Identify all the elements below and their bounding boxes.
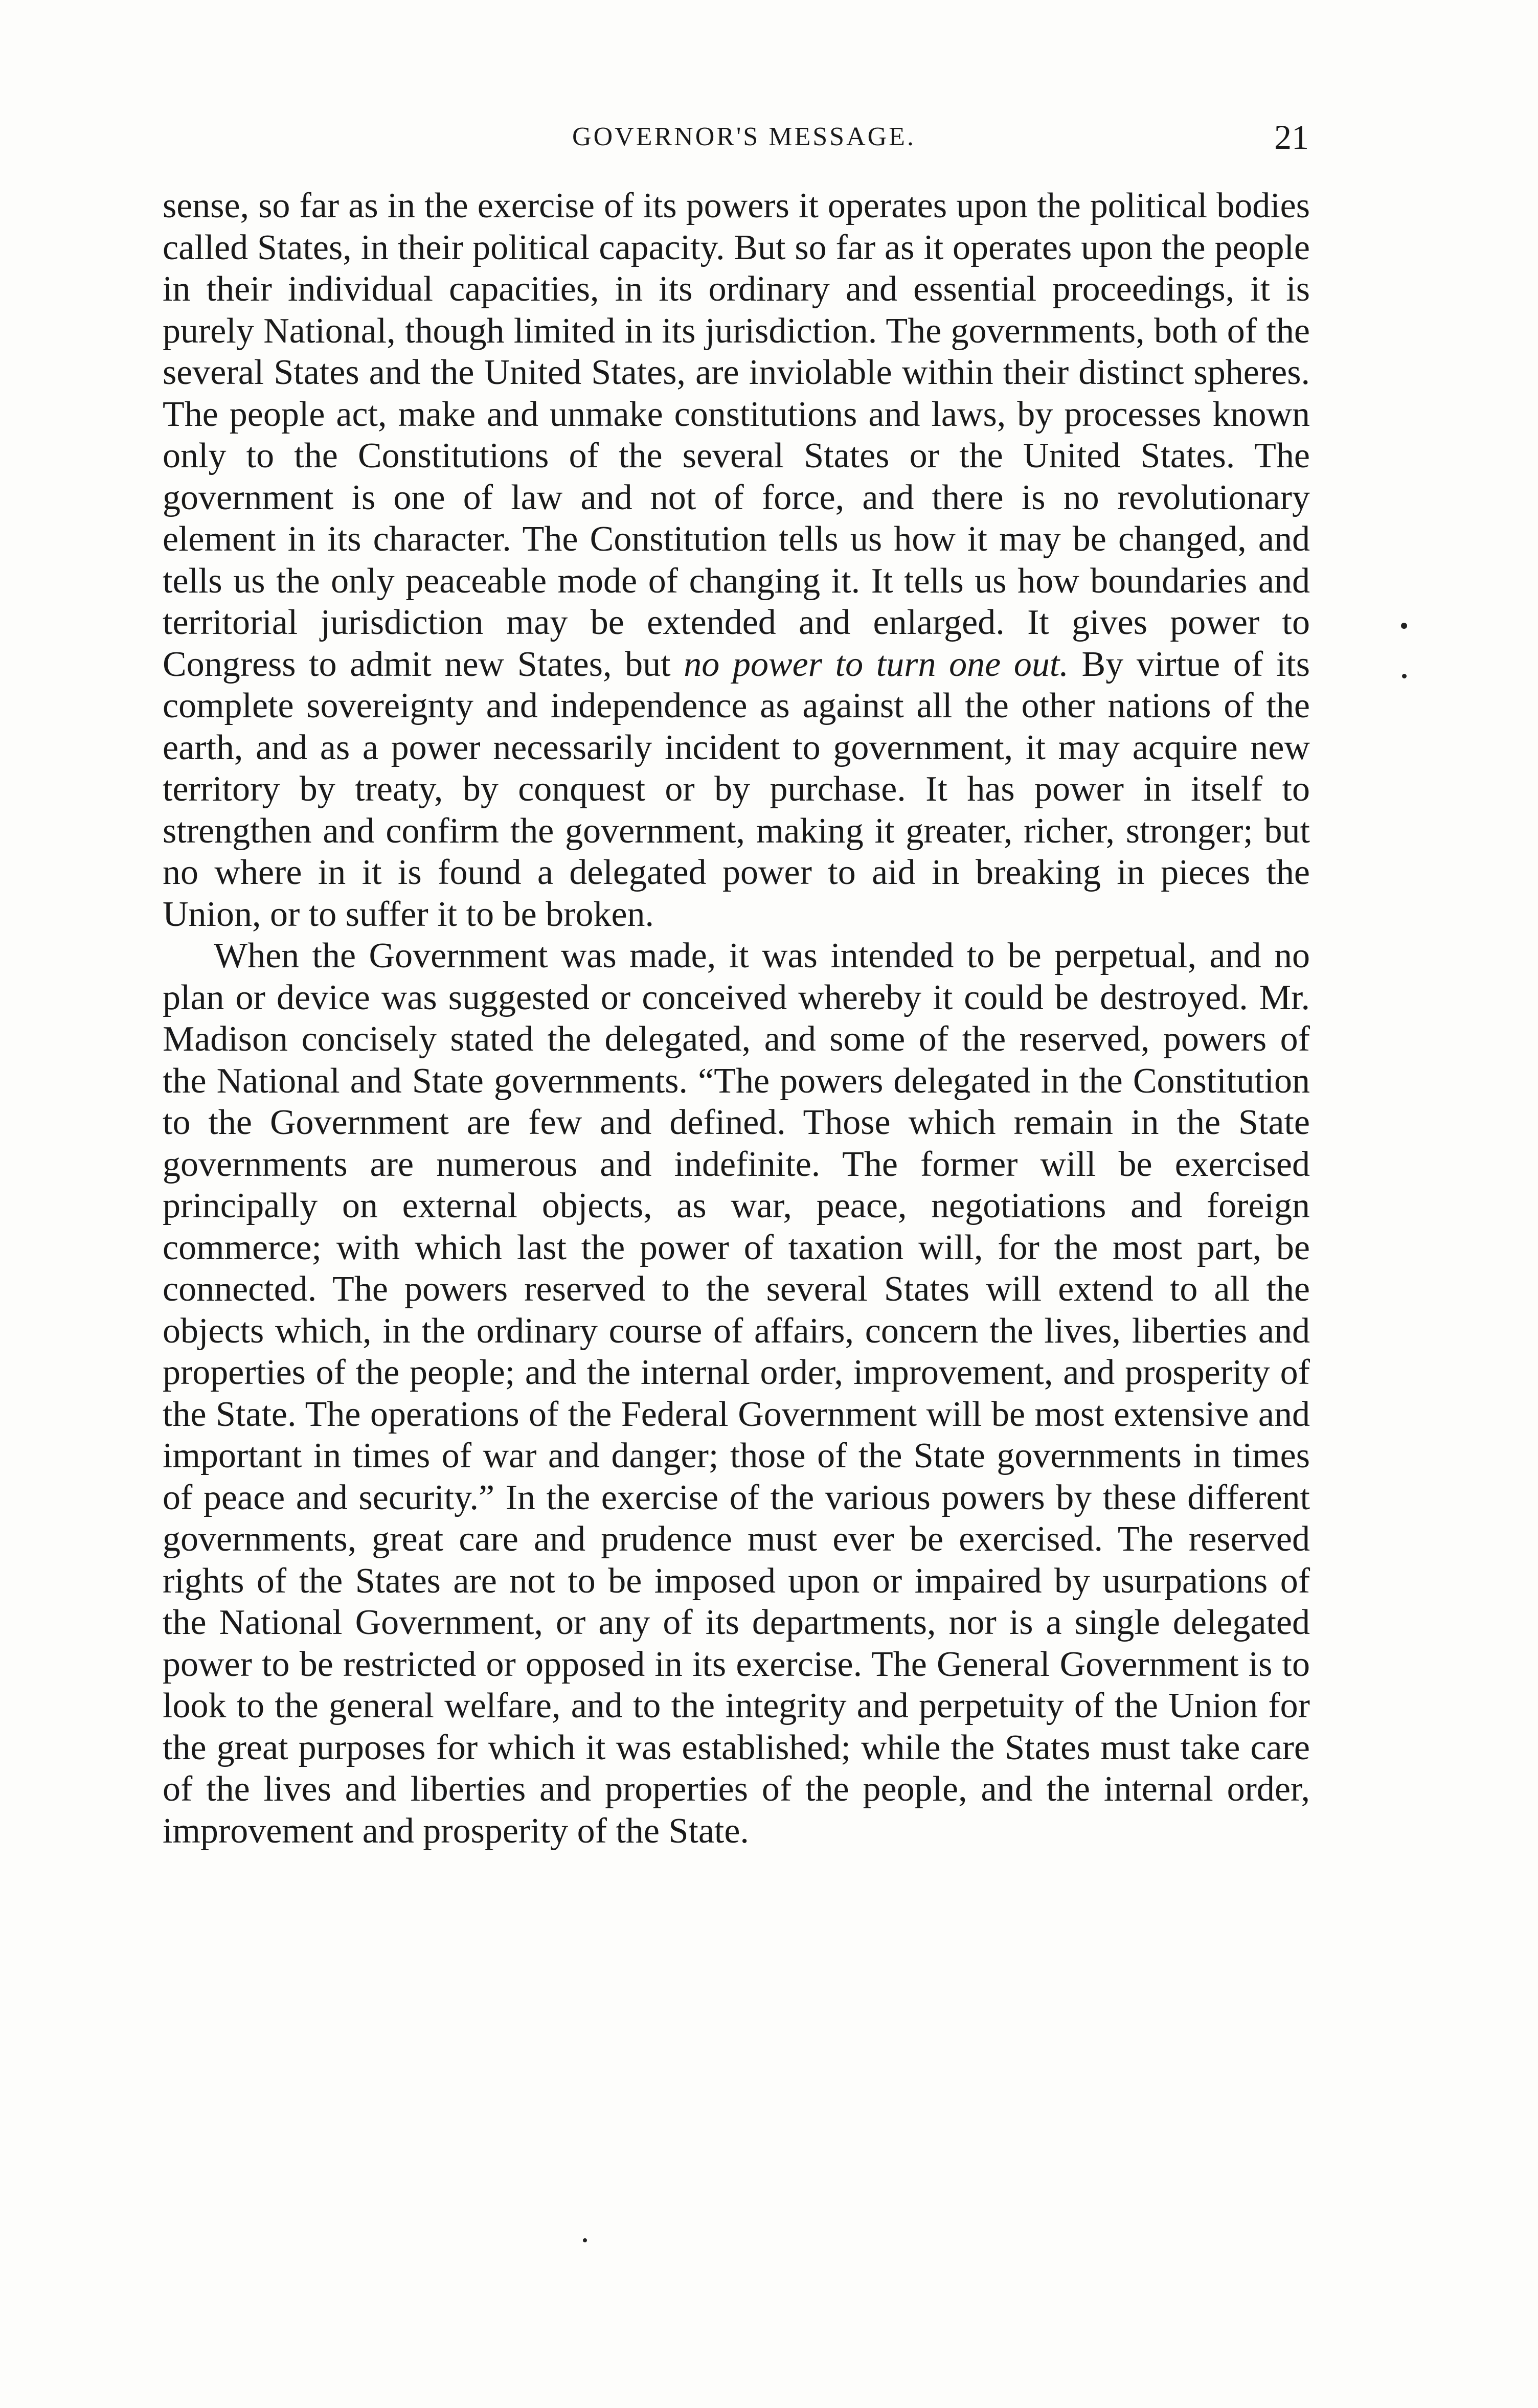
body-text — [163, 185, 1310, 1852]
paragraph-2: When the Government was made, it was intended to be perpetual, and no plan or device was suggested or conceived whereby it could be destroyed. Mr. Madison concisely stated the delegated, and some of the reserved, powers of the National and State governments. “The powers delegated in the Constitution to the Government are few and defined. Those which remain in the State governments are numerous and indefinite. The former will be exercised principally on external objects, as war, peace, negotiations and foreign commerce; with which last the power of taxation will, for the most part, be connected. The powers reserved to the several States will extend to all the objects which, in the ordinary course of affairs, concern the lives, liberties and properties of the people; and the internal order, improvement, and prosperity of the State. The operations of the Federal Government will be most extensive and important in times of war and danger; those of the State governments in times of peace and security.” In the exercise of the various powers by these different governments, great care and prudence must ever be exercised. The reserved rights of the States are not to be imposed upon or impaired by usurpations of the National Government, or any of its departments, nor is a single delegated power to be restricted or opposed in its exercise. The General Government is to look to the general welfare, and to the integrity and perpetuity of the Union for the great purposes for which it was established; while the States must take care of the lives and liberties and properties of the people, and the internal order, improvement and prosperity of the State. — [163, 936, 1310, 1851]
page-header — [159, 117, 1309, 157]
paragraph-1-text-b: By virtue of its complete sovereignty and independence as against all the other nations of the earth, and as a power necessarily incident to government, it may acquire new territory by treaty, by conquest or by purchase. It has power in itself to strengthen and confirm the government, making it greater, richer, stronger; but no where in it is found a delegated power to aid in breaking in pieces the Union, or to suffer it to be broken. — [163, 644, 1310, 934]
page-number: 21 — [1274, 118, 1309, 156]
ink-speck — [583, 2238, 587, 2242]
running-head: GOVERNOR'S MESSAGE. — [572, 122, 916, 151]
paragraph-1-text-a: sense, so far as in the exercise of its powers it operates upon the political bodies called States, in their political capacity. But so far as it operates upon the people in their individual capacities, in its ordinary and essential proceedings, it is purely National, though limited in its jurisdiction. The governments, both of the several States and the United States, are inviolable within their distinct spheres. The people act, make and unmake constitutions and laws, by processes known only to the Constitutions of the several States or the United States. The government is one of law and not of force, and there is no revolutionary element in its character. The Constitution tells us how it may be changed, and tells us the only peaceable mode of changing it. It tells us how boundaries and territorial jurisdiction may be extended and enlarged. It gives power to Congress to admit new States, but — [163, 186, 1310, 684]
ink-speck — [1401, 623, 1407, 629]
paragraph-1-italic: no power to turn one out. — [684, 644, 1069, 684]
paragraph-1 — [163, 185, 1310, 935]
ink-speck — [1402, 674, 1407, 678]
